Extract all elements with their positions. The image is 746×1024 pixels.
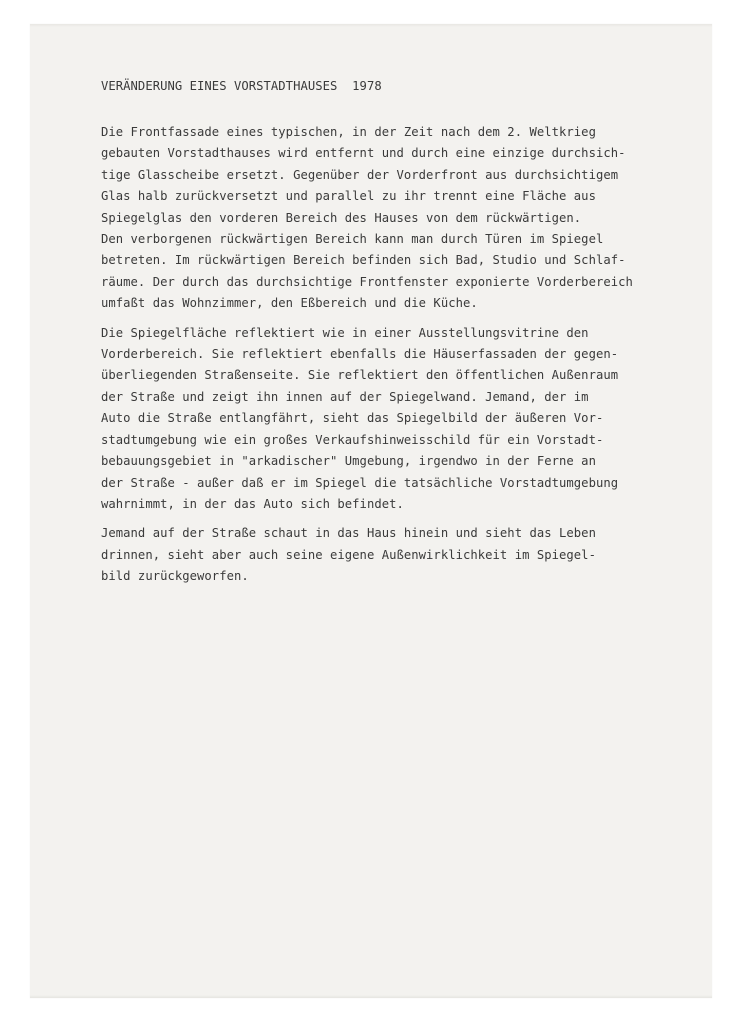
paper-sheet — [30, 24, 712, 998]
paragraph-3 — [101, 523, 711, 587]
text-line: räume. Der durch das durchsichtige Frontfenster exponierte Vorderbereich — [101, 274, 633, 289]
text-line: bebauungsgebiet in "arkadischer" Umgebung, irgendwo in der Ferne an — [101, 454, 596, 469]
paragraph-1 — [101, 122, 711, 315]
text-line: Die Spiegelfläche reflektiert wie in einer Ausstellungsvitrine den — [101, 325, 589, 340]
document-body — [101, 77, 711, 596]
text-line: der Straße und zeigt ihn innen auf der Spiegelwand. Jemand, der im — [101, 389, 589, 404]
text-line: Jemand auf der Straße schaut in das Haus hinein und sieht das Leben — [101, 526, 596, 541]
text-line: Vorderbereich. Sie reflektiert ebenfalls die Häuserfassaden der gegen- — [101, 347, 619, 362]
text-line: betreten. Im rückwärtigen Bereich befinden sich Bad, Studio und Schlaf- — [101, 253, 626, 268]
text-line: Die Frontfassade eines typischen, in der Zeit nach dem 2. Weltkrieg — [101, 125, 596, 139]
text-line: Spiegelglas den vorderen Bereich des Hauses von dem rückwärtigen. — [101, 210, 582, 225]
text-line: überliegenden Straßenseite. Sie reflektiert den öffentlichen Außenraum — [101, 368, 619, 383]
text-line: gebauten Vorstadthauses wird entfernt und durch eine einzige durchsich- — [101, 146, 626, 161]
text-line: drinnen, sieht aber auch seine eigene Außenwirklichkeit im Spiegel- — [101, 547, 596, 562]
text-line: tige Glasscheibe ersetzt. Gegenüber der Vorderfront aus durchsichtigem — [101, 167, 619, 182]
text-line: umfaßt das Wohnzimmer, den Eßbereich und die Küche. — [101, 296, 478, 311]
text-line: der Straße - außer daß er im Spiegel die tatsächliche Vorstadtumgebung — [101, 475, 619, 490]
paragraph-2 — [101, 323, 711, 516]
text-line: Den verborgenen rückwärtigen Bereich kann man durch Türen im Spiegel — [101, 232, 604, 247]
text-line: stadtumgebung wie ein großes Verkaufshinweisschild für ein Vorstadt- — [101, 432, 604, 447]
text-line: bild zurückgeworfen. — [101, 569, 249, 584]
text-line: wahrnimmt, in der das Auto sich befindet. — [101, 496, 404, 511]
text-line: Glas halb zurückversetzt und parallel zu ihr trennt eine Fläche aus — [101, 189, 596, 204]
text-line: Auto die Straße entlangfährt, sieht das Spiegelbild der äußeren Vor- — [101, 411, 604, 426]
document-title: VERÄNDERUNG EINES VORSTADTHAUSES 1978 — [101, 79, 382, 93]
